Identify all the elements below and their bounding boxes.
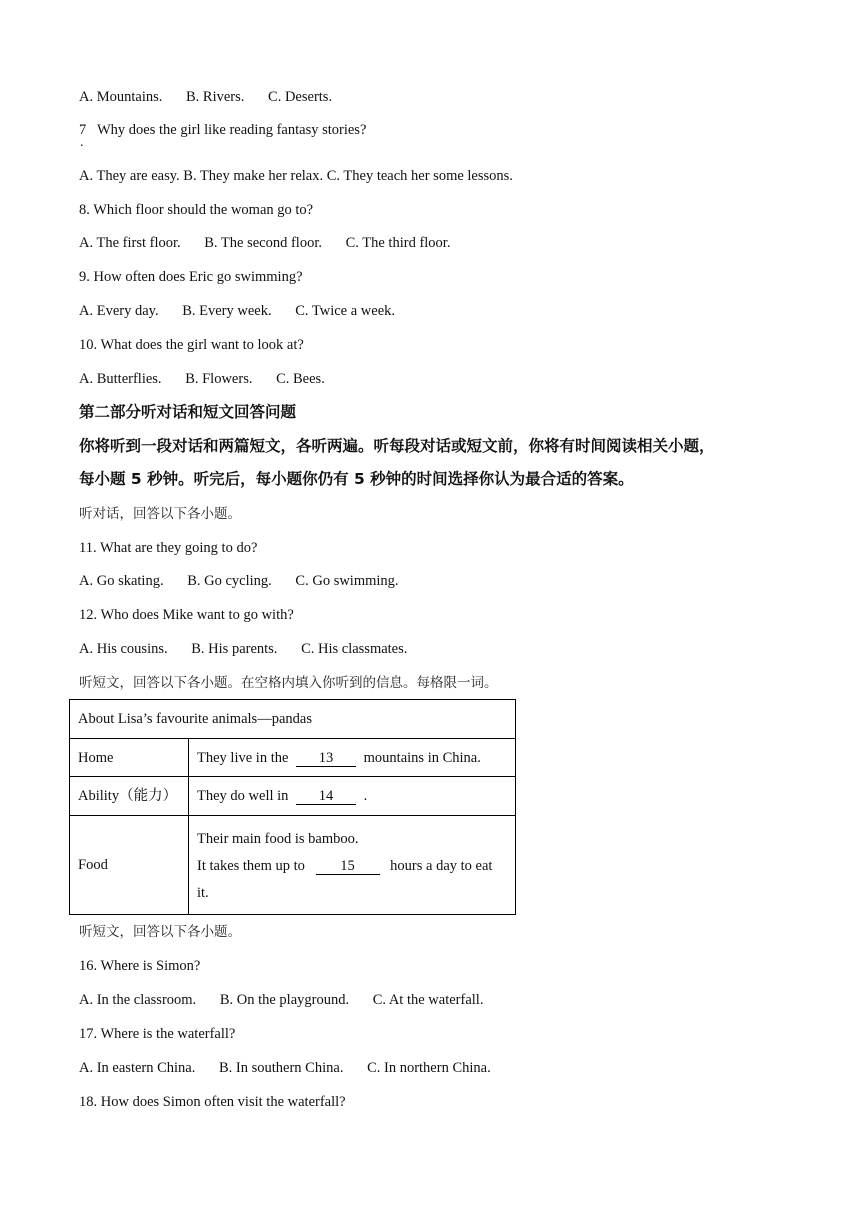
q9-option-a: A. Every day. [79,303,159,319]
home-value [189,739,516,777]
q11-options [79,572,399,590]
food-line1: Their main food is bamboo. [197,830,359,847]
q8-option-a: A. The first floor. [79,235,181,251]
q10-option-c: C. Bees. [276,371,325,387]
q6-options [79,88,332,106]
q7-options: A. They are easy. B. They make her relax. C. They teach her some lessons. [79,168,513,184]
q8-option-c: C. The third floor. [345,235,451,251]
q12-question: 12. Who does Mike want to go with? [79,607,294,623]
q6-option-a: A. Mountains. [79,89,163,105]
dialogue-note: 听对话，回答以下各小题。 [79,506,241,522]
q11-question: 11. What are they going to do? [79,540,258,556]
q18-question: 18. How does Simon often visit the waterfall? [79,1094,346,1110]
table-row-home [70,739,516,777]
home-label: Home [70,739,189,777]
q11-option-b: B. Go cycling. [187,573,272,589]
part2-title: 第二部分听对话和短文回答问题 [79,403,297,421]
q9-options [79,302,395,320]
q7-question: Why does the girl like reading fantasy stories? [97,122,367,138]
ability-label-text: Ability（能力） [78,788,178,804]
q17-options [79,1059,491,1077]
q11-option-a: A. Go skating. [79,573,164,589]
q8-question: 8. Which floor should the woman go to? [79,202,314,218]
ability-pre-text: They do well in [197,788,289,804]
q6-option-b: B. Rivers. [186,89,245,105]
q12-option-b: B. His parents. [191,641,278,657]
table-row-food [70,816,516,915]
q12-option-a: A. His cousins. [79,641,168,657]
blank-14[interactable]: 14 [296,789,356,805]
q9-question: 9. How often does Eric go swimming? [79,269,303,285]
q10-option-a: A. Butterflies. [79,371,162,387]
table-header-row [70,700,516,739]
q8-option-b: B. The second floor. [204,235,322,251]
food-label: Food [70,816,189,915]
q9-option-c: C. Twice a week. [295,303,396,319]
q6-option-c: C. Deserts. [268,89,333,105]
table-header: About Lisa’s favourite animals—pandas [70,700,516,739]
q7-number: 7 [79,122,87,138]
blank-15[interactable]: 15 [316,859,380,875]
home-pre-text: They live in the [197,749,289,766]
passage2-note: 听短文，回答以下各小题。 [79,924,241,940]
ability-post-text: . [363,788,368,804]
q17-question: 17. Where is the waterfall? [79,1026,236,1042]
q16-options [79,991,483,1009]
ability-value [189,777,516,816]
q7-dot: . [80,135,84,150]
q16-option-b: B. On the playground. [219,992,350,1008]
ability-label [70,777,189,816]
food-line2 [197,853,507,880]
food-pre-text: It takes them up to [197,857,305,874]
panda-info-table [69,699,516,915]
q16-option-c: C. At the waterfall. [372,992,484,1008]
table-row-ability [70,777,516,816]
q10-option-b: B. Flowers. [185,371,253,387]
q17-option-b: B. In southern China. [219,1060,344,1076]
q17-option-c: C. In northern China. [367,1060,491,1076]
q12-option-c: C. His classmates. [301,641,408,657]
food-post-text: hours a day to eat [390,857,493,874]
q16-question: 16. Where is Simon? [79,958,201,974]
q10-question: 10. What does the girl want to look at? [79,337,304,353]
q11-option-c: C. Go swimming. [295,573,399,589]
blank-13[interactable]: 13 [296,751,356,767]
q9-option-b: B. Every week. [182,303,272,319]
home-post-text: mountains in China. [363,749,481,766]
q10-options [79,370,325,388]
food-line3: it. [197,884,209,901]
q12-options [79,640,407,658]
part2-instruction-line1: 你将听到一段对话和两篇短文，各听两遍。听每段对话或短文前，你将有时间阅读相关小题， [79,437,715,455]
q8-options [79,234,450,252]
passage1-note: 听短文，回答以下各小题。在空格内填入你听到的信息。每格限一词。 [79,675,498,691]
food-value [189,816,516,915]
q16-option-a: A. In the classroom. [79,992,197,1008]
part2-instruction-line2: 每小题 5 秒钟。听完后，每小题你仍有 5 秒钟的时间选择你认为最合适的答案。 [79,470,634,488]
q17-option-a: A. In eastern China. [79,1060,196,1076]
